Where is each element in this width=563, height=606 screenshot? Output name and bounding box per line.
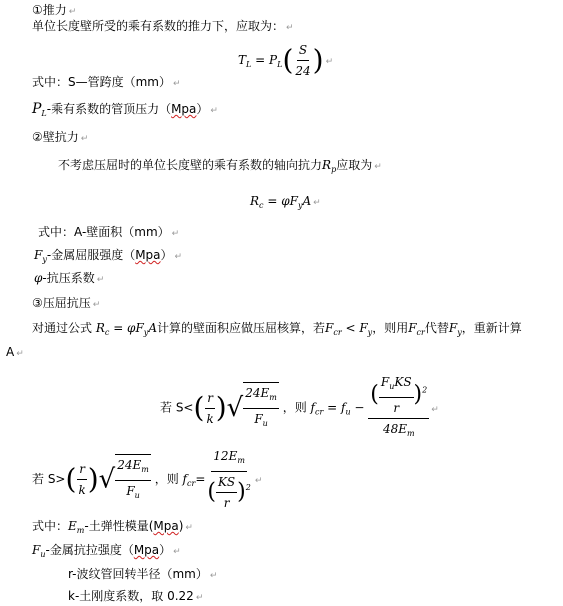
section-heading-wall-resistance: ②壁抗力 ↵ (32, 130, 89, 144)
variable-area: 式中：A-壁面积（mm） ↵ (38, 225, 180, 239)
section-heading-buckling: ③压屈抗压 ↵ (32, 296, 101, 310)
equation-buckling-case-1: 若 S<( $\frac{r}{k}$ )√ $\frac{24E_m}{F_u}$ ，则 $f_{cr} = f_u$ − ( $\frac{F_uKS}{r}$ )$^2$ $48E_m$ ↵ (160, 372, 439, 444)
paragraph-thrust: 单位长度壁所受的乘有系数的推力下，应取为： ↵ (32, 19, 294, 33)
section-heading-thrust: ①推力 ↵ (32, 3, 77, 17)
variable-radius-of-gyration: r-波纹管回转半径（mm） ↵ (68, 567, 218, 581)
variable-pipe-pressure: $P_L-$乘有系数的管顶压力（Mpa） ↵ (32, 101, 218, 118)
variable-yield-strength: $F_y-$金属屈服强度（Mpa） ↵ (34, 248, 183, 264)
paragraph-buckling-continued: A ↵ (6, 345, 24, 359)
variable-span: 式中：S—管跨度（mm） ↵ (32, 75, 181, 89)
variable-soil-stiffness: k-土刚度系数，取 0.22 ↵ (68, 589, 204, 603)
variable-tensile-strength: $F_u-$金属抗拉强度（Mpa） ↵ (32, 543, 181, 559)
paragraph-buckling: 对通过公式 $R_c = \varphi F_yA$计算的壁面积应做压屈核算，若$F_{cr} < F_y$，则用$F_{cr}$代替$F_y$，重新计算 (32, 321, 522, 337)
equation-thrust: $T_L = P_L$( $\frac{S}{24}$ ) ↵ (238, 40, 333, 81)
equation-buckling-case-2: 若 S>( $\frac{r}{k}$ )√ $\frac{24E_m}{F_u}$ ，则 $f_{cr}=$ $12E_m$ ( $\frac{KS}{r}$ )$^2$ ↵ (32, 446, 262, 513)
variable-soil-modulus: 式中：$E_m-$土弹性模量(Mpa) ↵ (32, 519, 193, 535)
equation-wall-resistance: $R_c = \varphi F_yA$ ↵ (250, 194, 321, 210)
variable-compression-factor: φ-抗压系数 ↵ (34, 271, 105, 285)
paragraph-wall-resistance: 不考虑压屈时的单位长度壁的乘有系数的轴向抗力$R_p$应取为 ↵ (58, 158, 382, 174)
